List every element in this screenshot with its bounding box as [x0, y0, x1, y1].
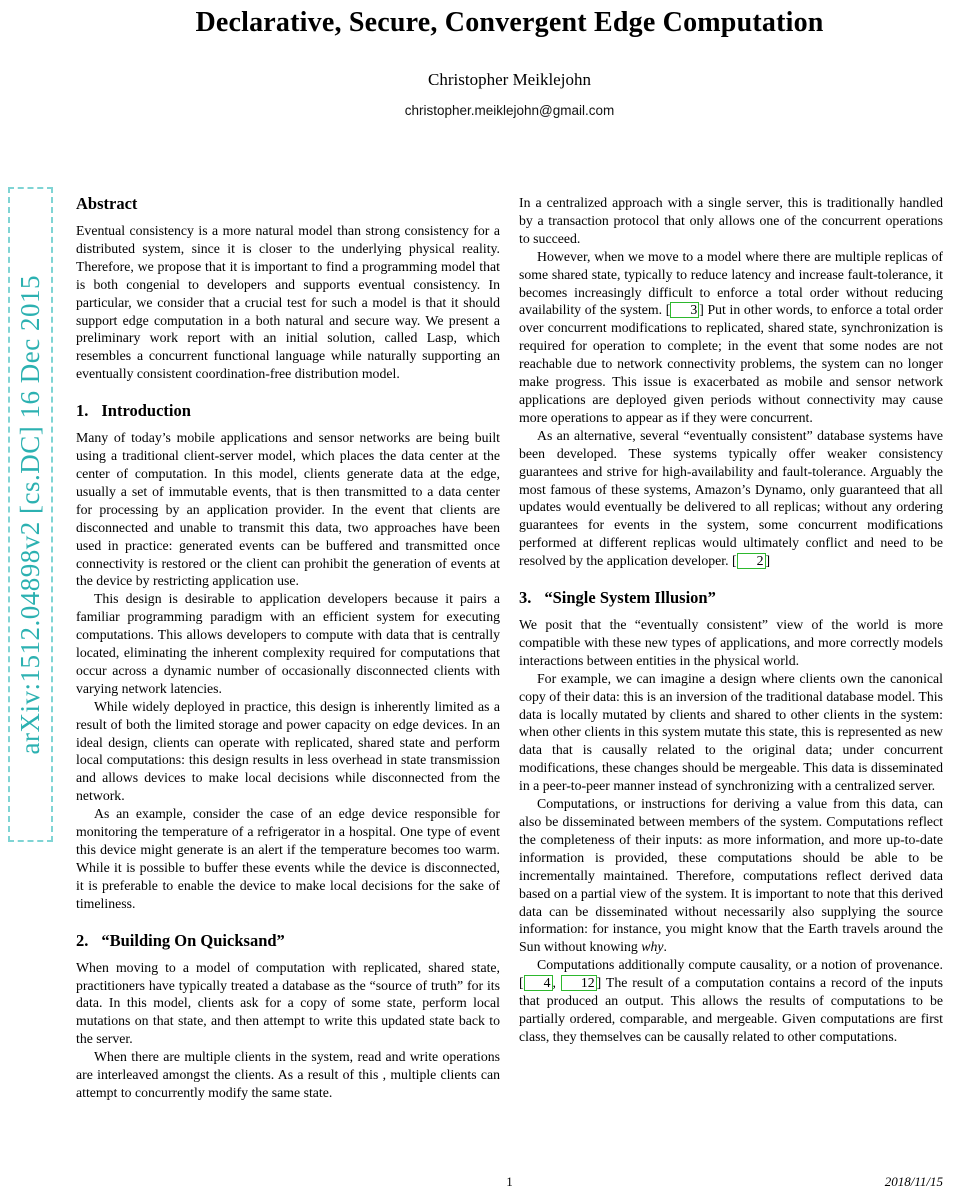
paragraph: When there are multiple clients in the system, read and write operations are interleaved amongst the clients. As a result of this , multiple clients can attempt to concurrently modify the same state. — [76, 1049, 500, 1100]
section-heading — [76, 931, 500, 951]
column-right — [519, 194, 943, 1102]
author-email: christopher.meiklejohn@gmail.com — [404, 103, 615, 118]
section-title: “Single System Illusion” — [544, 588, 716, 608]
paragraph: We posit that the “eventually consistent” view of the world is more compatible with these new types of applications, and more correctly models interactions between entities in the physical world. — [519, 617, 943, 668]
paragraph: As an example, consider the case of an edge device responsible for monitoring the temperature of a refrigerator in a hospital. One type of event this device might generate is an alert if the temperature becomes too warm. While it is possible to buffer these events while the device is disconnected, it is preferable to enable the device to make local decisions for the sake of timeliness. — [76, 806, 500, 911]
section-title: Introduction — [101, 401, 191, 421]
paper-content — [76, 0, 943, 1102]
section-title: Abstract — [76, 194, 138, 213]
citation-link[interactable]: 3 — [670, 302, 699, 318]
paragraph: For example, we can imagine a design where clients own the canonical copy of their data: this is an inversion of the traditional database model. This data is locally mutated by clients and shared to other clients in the system: when other clients in this system mutate this state, this is represented as new data that is causally related to the original data; under concurrent modifications, these changes should be mergeable. This data is disseminated in a peer-to-peer manner instead of synchronizing with a centralized server. — [519, 670, 943, 794]
citation: [ 4 , 12 ] — [519, 975, 602, 991]
arxiv-watermark — [8, 187, 53, 842]
paragraph: However, when we move to a model where there are multiple replicas of some shared state, typically to reduce latency and increase fault-tolerance, it becomes increasingly difficult to enforce a total order without reducing availability of the system. [ 3 ] Put in other words, to enforce a total order over concurrent modifications to replicated, shared state, synchronization is required for operation to complete; in the event that some nodes are not reachable due to network connectivity problems, the system can no longer make progress. This issue is exacerbated as mobile and sensor network applications are deployed given periods without connectivity may cause more operations to appear as if they were concurrent. — [519, 248, 943, 425]
section-number: 2. — [76, 930, 89, 950]
paper-title: Declarative, Secure, Convergent Edge Computation — [195, 7, 824, 38]
italic-text: why — [641, 939, 664, 955]
author-name: Christopher Meiklejohn — [428, 70, 591, 89]
page-footer — [76, 1174, 943, 1192]
section-number: 1. — [76, 401, 89, 421]
section-heading — [76, 194, 500, 214]
citation-link[interactable]: 12 — [561, 975, 597, 991]
footer-date: 2018/11/15 — [884, 1174, 943, 1189]
section-heading — [519, 588, 943, 608]
section-heading — [76, 401, 500, 421]
paragraph: This design is desirable to application developers because it pairs a familiar programming paradigm with an efficient system for executing computations. This allows developers to compute with data that is centrally located, eliminating the inherent complexity required for computations that occur across a dynamic number of occasionally disconnected clients with varying network latencies. — [76, 591, 500, 696]
paragraph: Computations, or instructions for deriving a value from this data, can also be disseminated between members of the system. Computations reflect the completeness of their inputs: as more information, and more up-to-date information is provided, these computations should be able to be incrementally maintained. Therefore, computations reflect derived data based on a partial view of the system. It is important to note that this derived data can be disseminated without necessarily also supplying the source information: for instance, you might know that the Earth travels around the Sun without knowing why. — [519, 796, 943, 955]
paragraph: Many of today’s mobile applications and sensor networks are being built using a traditional client-server model, which places the data center at the center of computation. In this model, clients generate data at the edge, usually a set of immutable events, that is then transmitted to a data center for processing by an application provider. In the event that clients are disconnected and unable to transmit this data, two approaches have been used in practice: generated events can be buffered and transmitted once connectivity is restored or the client can prohibit the generation of events at the device by restricting application use. — [76, 430, 500, 589]
two-column-body — [76, 194, 943, 1102]
arxiv-id-text: arXiv:1512.04898v2 [cs.DC] 16 Dec 2015 — [15, 274, 45, 755]
citation-link[interactable]: 2 — [737, 553, 766, 569]
citation: [ 2 ] — [732, 553, 771, 569]
paragraph: In a centralized approach with a single server, this is traditionally handled by a transaction protocol that only allows one of the concurrent operations to succeed. — [519, 195, 943, 246]
section-number: 3. — [519, 588, 532, 608]
paragraph: Computations additionally compute causality, or a notion of provenance. [ 4 , 12 ] The result of a computation contains a record of the inputs that produced an output. This allows the results of computations to be partially ordered, comparable, and mergeable. Given computations are first class, they themselves can be causally related to other computations. — [519, 957, 944, 1044]
paragraph: When moving to a model of computation with replicated, shared state, practitioners have typically treated a database as the “source of truth” for its data. In this model, clients ask for a copy of some state, perform local mutations on that state, and then attempt to write this updated state back to the server. — [76, 959, 500, 1047]
column-left — [76, 194, 500, 1102]
paragraph: Eventual consistency is a more natural model than strong consistency for a distributed system, since it is closer to the underlying physical reality. Therefore, we propose that it is important to find a programming model that is both congenial to developers and supports eventual consistency. In particular, we consider that a crucial test for such a model is that it should support edge computation in a both natural and secure way. We present a preliminary work report with an initial solution, called Lasp, which resembles a concurrent functional language while naturally supporting an eventually consistent coordination-free distribution model. — [76, 223, 500, 382]
page-number: 1 — [506, 1174, 513, 1189]
paragraph: While widely deployed in practice, this design is inherently limited as a result of both the limited storage and power capacity on edge devices. In an ideal design, clients can operate with replicated, shared state and perform local computations: this design results in less overhead in state transmission and allows devices to make local decisions while disconnected from the network. — [76, 698, 500, 804]
section-title: “Building On Quicksand” — [101, 930, 285, 950]
citation-link[interactable]: 4 — [524, 975, 553, 991]
paragraph: As an alternative, several “eventually consistent” database systems have been developed. These systems typically offer weaker consistency guarantees and strive for high-availability and fault-tolerance. Arguably the most famous of these systems, Amazon’s Dynamo, only guaranteed that all updates would eventually be delivered to all replicas; without any ordering guarantees for events in the system, some concurrent modifications performed at different replicas would ultimately conflict and need to be resolved by the application developer. [ 2 ] — [519, 427, 943, 569]
citation: [ 3 ] — [665, 302, 704, 318]
